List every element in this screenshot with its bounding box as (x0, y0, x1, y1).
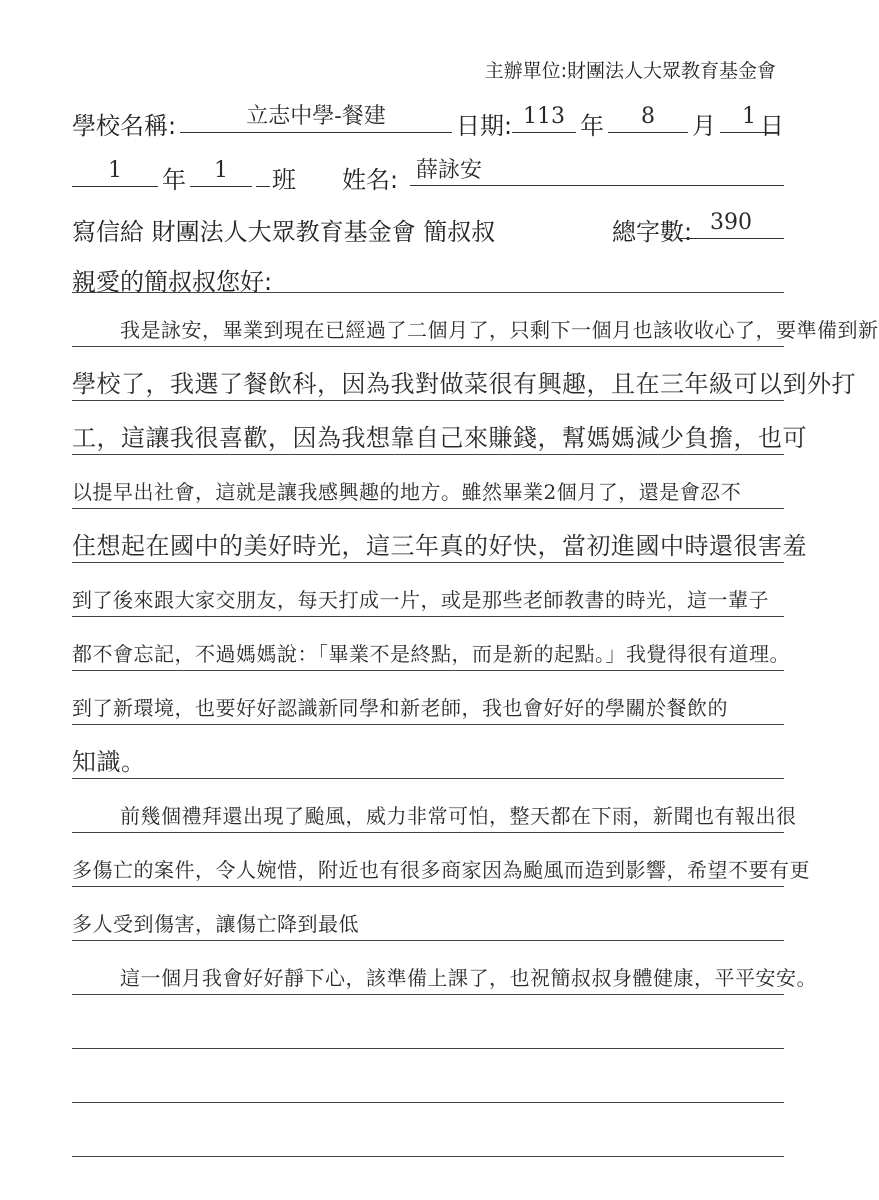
grade-unit: 年 (162, 166, 186, 194)
word-count-field[interactable]: 390 (678, 208, 784, 239)
letter-line: 到了新環境，也要好好認識新同學和新老師，我也會好好的學關於餐飲的 (72, 696, 728, 720)
name-field[interactable]: 薛詠安 (410, 156, 784, 186)
letter-line: 我是詠安，畢業到現在已經過了二個月了，只剩下一個月也該收收心了，要準備到新 (120, 318, 879, 342)
ruled-line (72, 1102, 784, 1103)
word-count-label: 總字數: (612, 218, 693, 246)
name-label: 姓名: (342, 166, 399, 194)
date-year-field[interactable]: 113 (512, 102, 576, 133)
ruled-line (72, 400, 784, 401)
school-label: 學校名稱: (72, 112, 177, 140)
letter-line: 學校了，我選了餐飲科，因為我對做菜很有興趣，且在三年級可以到外打 (72, 370, 856, 398)
ruled-line (72, 1156, 784, 1157)
letter-line: 都不會忘記，不過媽媽說：「畢業不是終點，而是新的起點。」我覺得很有道理。 (72, 642, 790, 666)
class-unit: 班 (272, 166, 296, 194)
ruled-line (72, 454, 784, 455)
school-field[interactable]: 立志中學-餐建 (180, 102, 452, 133)
class-name-row (72, 160, 784, 196)
recipient-line: 寫信給 財團法人大眾教育基金會 簡叔叔 (72, 218, 496, 246)
letter-line: 多傷亡的案件，令人婉惜，附近也有很多商家因為颱風而造到影響，希望不要有更 (72, 858, 810, 882)
class-field[interactable]: 1 (190, 156, 252, 187)
letter-line: 以提早出社會，這就是讓我感興趣的地方。雖然畢業2個月了，還是會忍不 (72, 480, 742, 504)
grade-field[interactable]: 1 (72, 156, 158, 187)
ruled-line (72, 616, 784, 617)
ruled-line (72, 1048, 784, 1049)
letter-line: 工，這讓我很喜歡，因為我想靠自己來賺錢，幫媽媽減少負擔，也可 (72, 424, 807, 452)
ruled-line (72, 940, 784, 941)
recipient-row (72, 212, 784, 248)
ruled-line (72, 832, 784, 833)
letter-line: 住想起在國中的美好時光，這三年真的好快，當初進國中時還很害羞 (72, 532, 807, 560)
organizer-header: 主辦單位:財團法人大眾教育基金會 (484, 60, 776, 82)
ruled-line (72, 346, 784, 347)
date-label: 日期: (456, 112, 513, 140)
letter-line: 到了後來跟大家交朋友，每天打成一片，或是那些老師教書的時光，這一輩子 (72, 588, 769, 612)
class-field-tail (256, 156, 270, 187)
ruled-line (72, 670, 784, 671)
letter-line: 這一個月我會好好靜下心，該準備上課了，也祝簡叔叔身體健康，平平安安。 (120, 966, 817, 990)
letter-line: 前幾個禮拜還出現了颱風，威力非常可怕，整天都在下雨，新聞也有報出很 (120, 804, 797, 828)
ruled-line (72, 508, 784, 509)
ruled-line (72, 994, 784, 995)
ruled-line (72, 886, 784, 887)
ruled-line (72, 724, 784, 725)
year-unit: 年 (580, 112, 604, 140)
month-unit: 月 (692, 112, 716, 140)
day-unit: 日 (760, 112, 784, 140)
ruled-line (72, 778, 784, 779)
letter-line: 知識。 (72, 748, 146, 776)
letter-line: 多人受到傷害，讓傷亡降到最低 (72, 912, 359, 936)
salutation: 親愛的簡叔叔您好: (72, 268, 273, 296)
date-day-field[interactable]: 1 (720, 102, 778, 133)
ruled-line (72, 292, 784, 293)
school-date-row (72, 106, 784, 142)
ruled-line (72, 562, 784, 563)
date-month-field[interactable]: 8 (608, 102, 688, 133)
